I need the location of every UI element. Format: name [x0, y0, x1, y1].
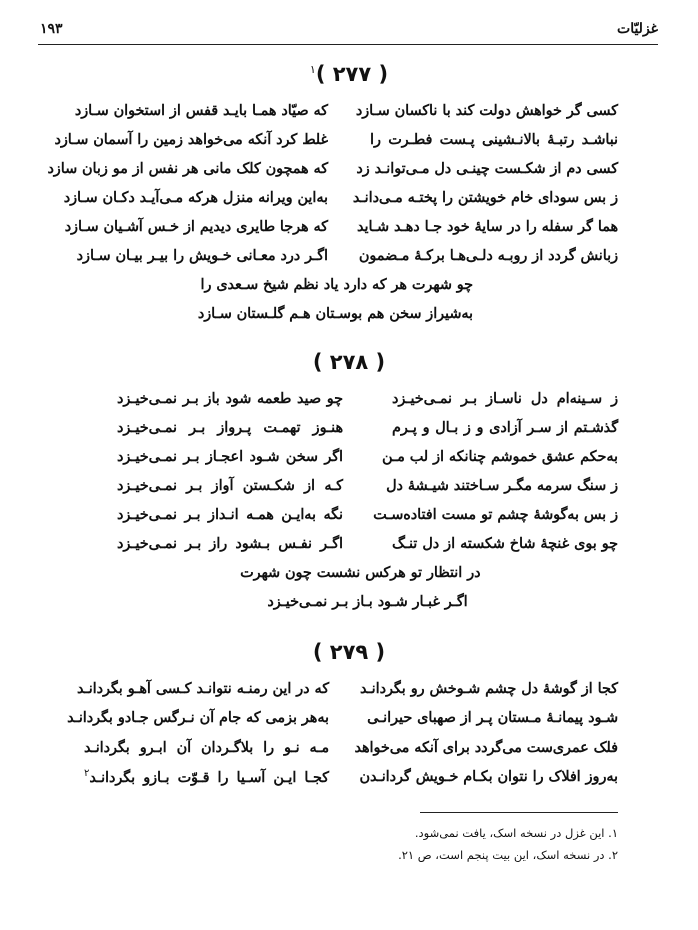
hemistich-first: کسی گر خواهش دولت کند با ناکسان سـازد: [355, 102, 618, 119]
closing-hemistich-second: به‌شیراز سخن هم بوسـتان هـم گلـستان سـازد: [197, 305, 473, 322]
hemistich-second: اگـر درد معـانی خـویش را بیـر بیـان سـازد: [76, 247, 328, 264]
couplet: [117, 529, 618, 558]
hemistich-second: چو صید طعمه شود باز بـر نمـی‌خیـزد: [117, 390, 343, 407]
couplet: [117, 471, 618, 500]
couplet: [84, 763, 618, 793]
hemistich-first: به‌روز افلاک را نتوان بکـام خـویش گردانـدن: [359, 769, 618, 786]
couplet: [67, 704, 618, 734]
hemistich-first: کجا از گوشهٔ دل چشم شـوخش رو بگردانـد: [359, 680, 618, 697]
hemistich-first: به‌حکم عشق خموشم چنانکه از لب مـن: [382, 448, 618, 465]
couplet: [84, 733, 618, 763]
closing-line: [117, 587, 618, 616]
hemistich-second: [84, 768, 329, 786]
footnote-ref: ۲: [84, 768, 90, 780]
ghazal-number: ( ۲۷۹ ): [312, 640, 386, 664]
section-title: غزلیّات: [617, 21, 658, 37]
ghazal-title-279: [0, 640, 698, 664]
ghazal-279-verses: [67, 674, 618, 792]
header-divider: [38, 44, 658, 45]
footnote-ref: ۱: [309, 63, 316, 76]
couplet: [117, 413, 618, 442]
hemistich-text: کجـا ایـن آسـیا را قـوّت بـازو بگردانـد: [89, 770, 329, 787]
hemistich-second: اگـر نفـس بـشود راز بـر نمـی‌خیـزد: [117, 535, 343, 552]
hemistich-second: کـه از شکـستن آواز بـر نمـی‌خیـزد: [117, 477, 343, 494]
couplet: [117, 442, 618, 471]
footnote: ۲. در نسخه اسک، این بیت پنجم است، ص ۲۱.: [398, 848, 618, 862]
couplet: [64, 212, 618, 241]
couplet: [117, 500, 618, 529]
hemistich-first: نباشـد رتبـهٔ بالانـشینی پـست فطـرت را: [370, 131, 618, 148]
footnotes: [80, 822, 618, 866]
hemistich-second: که همچون کلک مانی هر نفس از مو زبان سازد: [47, 160, 328, 177]
closing-line: [80, 299, 618, 328]
couplet: [54, 125, 618, 154]
hemistich-second: به‌هر بزمی که جام آن نـرگس جـادو بگردانـد: [67, 710, 329, 727]
couplet: [63, 183, 618, 212]
hemistich-first: ز بس سودای خام خویشتن را پختـه مـی‌دانـد: [352, 189, 618, 206]
hemistich-first: ز سنگ سرمه مگـر سـاختند شیـشهٔ دل: [386, 477, 618, 494]
closing-line: [80, 270, 618, 299]
couplet: [117, 384, 618, 413]
hemistich-first: ز بس به‌گوشهٔ چشم تو مست افتاده‌سـت: [373, 506, 618, 523]
closing-hemistich-first: در انتظار تو هرکس نشست چون شهرت: [240, 564, 481, 581]
ghazal-278-verses: [117, 384, 618, 616]
hemistich-second: که در این رمنـه نتوانـد کـسی آهـو بگردانـد: [77, 680, 329, 697]
closing-line: [117, 558, 618, 587]
hemistich-second: هنـوز تهمـت پـرواز بـر نمـی‌خیـزد: [117, 419, 343, 436]
hemistich-second: نگه به‌ایـن همـه انـداز بـر نمـی‌خیـزد: [117, 506, 343, 523]
hemistich-first: گذشـتم از سـر آزادی و ز بـال و پـرم: [392, 419, 618, 436]
hemistich-second: مـه نـو را بلاگـردان آن ابـرو بگردانـد: [84, 739, 329, 756]
hemistich-second: که هرجا طایری دیدیم از خـس آشـیان سـازد: [64, 218, 328, 235]
ghazal-title-277: [0, 62, 698, 86]
hemistich-second: اگر سخن شـود اعجـاز بـر نمـی‌خیـزد: [117, 448, 343, 465]
hemistich-first: ز سـینه‌ام دل ناسـاز بـر نمـی‌خیـزد: [392, 390, 618, 407]
ghazal-number: ( ۲۷۷ ): [315, 62, 389, 86]
couplet: [77, 674, 618, 704]
hemistich-first: کسی دم از شکـست چینـی دل مـی‌توانـد زد: [356, 160, 618, 177]
hemistich-second: که صیّاد همـا بایـد قفس از استخوان سـازد: [74, 102, 328, 119]
hemistich-first: هما گر سفله را در سایهٔ خود جـا دهـد شـاید: [357, 218, 618, 235]
ghazal-title-278: [0, 350, 698, 374]
couplet: [76, 241, 618, 270]
page-header: [40, 18, 658, 40]
hemistich-first: چو بوی غنچهٔ شاخ شکسته از دل تنـگ: [392, 535, 618, 552]
hemistich-second: غلط کرد آنکه می‌خواهد زمین را آسمان سـازد: [54, 131, 328, 148]
couplet: [47, 154, 618, 183]
hemistich-second: به‌این ویرانه منزل هرکه مـی‌آیـد دکـان سـازد: [63, 189, 328, 206]
ghazal-277-verses: [47, 96, 618, 328]
closing-hemistich-first: چو شهرت هر که دارد یاد نظم شیخ سـعدی را: [200, 276, 473, 293]
closing-hemistich-second: اگـر غبـار شـود بـاز بـر نمـی‌خیـزد: [267, 593, 468, 610]
page-number: ۱۹۳: [40, 21, 63, 37]
hemistich-first: شـود پیمانـهٔ مـستان پـر از صهبای حیرانـی: [367, 710, 618, 727]
footnote: ۱. این غزل در نسخه اسک، یافت نمی‌شود.: [414, 826, 618, 840]
ghazal-number: ( ۲۷۸ ): [312, 350, 386, 374]
couplet: [74, 96, 618, 125]
footnote-divider: [420, 812, 618, 813]
hemistich-first: زبانش گردد از روبـه دلـی‌هـا برکـهٔ مـضمون: [358, 247, 618, 264]
hemistich-first: فلک عمری‌ست می‌گردد برای آنکه می‌خواهد: [354, 739, 618, 756]
